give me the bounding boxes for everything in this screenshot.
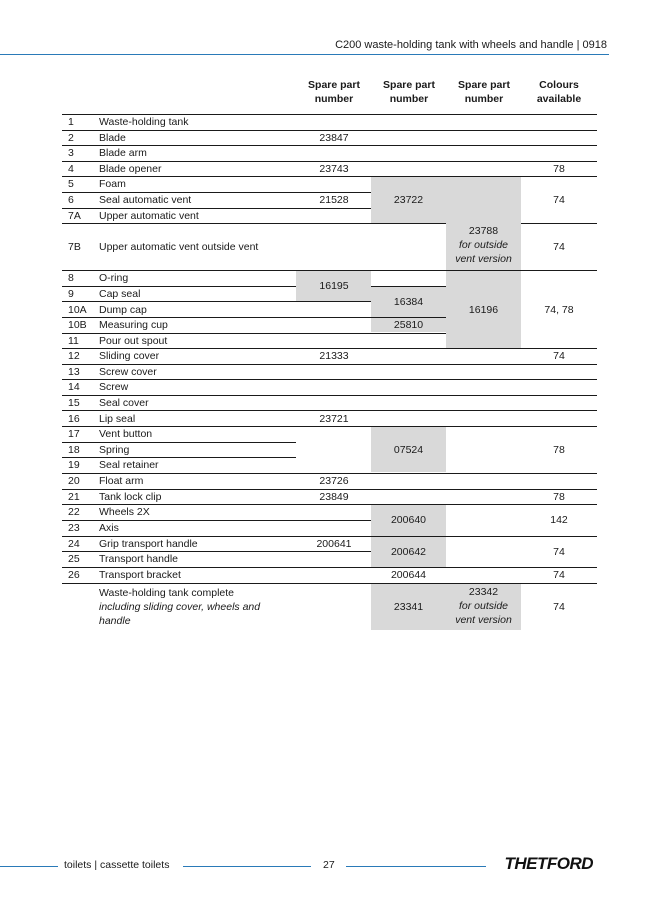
item-name: O-ring <box>99 272 129 284</box>
part-note: for outside <box>458 600 509 612</box>
colour-value: 78 <box>553 491 565 503</box>
item-no: 4 <box>68 163 74 175</box>
item-name: Measuring cup <box>99 319 168 331</box>
part-number: 23788 <box>468 225 499 237</box>
colour-value: 74 <box>553 241 565 253</box>
page-header-title: C200 waste-holding tank with wheels and handle | 0918 <box>335 39 607 51</box>
footer-section: toilets | cassette toilets <box>64 859 170 871</box>
item-no: 11 <box>68 335 79 347</box>
item-name: Wheels 2X <box>99 506 150 518</box>
col-header-spare2 <box>371 78 447 106</box>
item-name: Blade <box>99 132 126 144</box>
footer-rule-left <box>0 866 58 867</box>
part-note: vent version <box>455 614 512 626</box>
item-name: Seal cover <box>99 397 149 409</box>
part-number: 23849 <box>319 491 349 503</box>
item-name: Tank lock clip <box>99 491 162 503</box>
colour-value: 74, 78 <box>544 304 574 316</box>
page-number: 27 <box>323 859 335 871</box>
part-number: 07524 <box>393 444 424 456</box>
item-name: Seal automatic vent <box>99 194 192 206</box>
col-header-spare1-line1: Spare part <box>308 79 360 91</box>
part-number: 200644 <box>390 569 427 581</box>
item-name: Upper automatic vent <box>99 210 199 222</box>
item-name: Float arm <box>99 475 144 487</box>
colour-value: 74 <box>553 601 565 613</box>
item-no: 23 <box>68 522 80 534</box>
complete-sub1: including sliding cover, wheels and <box>99 601 261 613</box>
item-name: Screw cover <box>99 366 157 378</box>
item-no: 1 <box>68 116 74 128</box>
colour-value: 74 <box>553 546 565 558</box>
part-number: 16195 <box>319 280 349 292</box>
part-number: 23726 <box>319 475 349 487</box>
item-no: 26 <box>68 569 80 581</box>
item-no: 5 <box>68 178 74 190</box>
part-number: 16196 <box>468 304 499 316</box>
item-no: 16 <box>68 413 80 425</box>
item-no: 10B <box>68 319 87 331</box>
colour-value: 74 <box>553 194 565 206</box>
complete-sub2: handle <box>99 615 131 627</box>
item-no: 17 <box>68 428 80 440</box>
item-name: Lip seal <box>99 413 136 425</box>
colour-value: 74 <box>553 569 565 581</box>
item-no: 25 <box>68 553 80 565</box>
item-no: 14 <box>68 381 80 393</box>
colour-value: 78 <box>553 444 565 456</box>
item-no: 8 <box>68 272 74 284</box>
item-no: 9 <box>68 288 74 300</box>
col-header-colours <box>521 78 597 106</box>
part-number: 23721 <box>319 413 349 425</box>
col-header-spare3-line2: number <box>464 93 504 105</box>
item-no: 12 <box>68 350 80 362</box>
item-no: 19 <box>68 459 80 471</box>
col-header-spare2-line2: number <box>389 93 429 105</box>
part-number: 21333 <box>319 350 349 362</box>
item-name: Pour out spout <box>99 335 168 347</box>
item-name: Transport bracket <box>99 569 181 581</box>
col-header-spare1 <box>296 78 372 106</box>
part-number: 21528 <box>319 194 349 206</box>
item-name: Blade opener <box>99 163 162 175</box>
item-no: 24 <box>68 538 80 550</box>
item-no: 7A <box>68 210 81 222</box>
item-name: Blade arm <box>99 147 147 159</box>
part-number: 23341 <box>393 601 424 613</box>
item-no: 13 <box>68 366 80 378</box>
part-note: for outside <box>458 239 509 251</box>
part-number: 200640 <box>390 514 427 526</box>
col-header-spare3-line1: Spare part <box>458 79 510 91</box>
item-name: Upper automatic vent outside vent <box>99 241 259 253</box>
item-name: Screw <box>99 381 129 393</box>
colour-value: 74 <box>553 350 565 362</box>
part-number: 200642 <box>390 546 427 558</box>
item-name: Spring <box>99 444 130 456</box>
item-name: Waste-holding tank <box>99 116 189 128</box>
item-no: 2 <box>68 132 74 144</box>
part-number: 16384 <box>393 296 424 308</box>
part-number: 23722 <box>393 194 424 206</box>
header-rule <box>0 54 609 55</box>
thetford-logo: THETFORD <box>504 854 593 873</box>
col-header-spare1-line2: number <box>314 93 354 105</box>
item-name: Cap seal <box>99 288 141 300</box>
item-name: Sliding cover <box>99 350 160 362</box>
footer-rule-right <box>346 866 486 867</box>
part-note: vent version <box>455 253 512 265</box>
part-number: 23342 <box>468 586 499 598</box>
item-no: 7B <box>68 241 81 253</box>
part-number: 25810 <box>393 319 424 331</box>
item-name: Vent button <box>99 428 153 440</box>
part-number: 23743 <box>319 163 349 175</box>
item-name: Grip transport handle <box>99 538 198 550</box>
item-name: Transport handle <box>99 553 178 565</box>
item-no: 21 <box>68 491 80 503</box>
item-no: 18 <box>68 444 80 456</box>
part-number: 200641 <box>316 538 352 550</box>
item-no: 6 <box>68 194 74 206</box>
item-no: 3 <box>68 147 74 159</box>
item-no: 10A <box>68 304 87 316</box>
col-header-spare3 <box>446 78 522 106</box>
part-number: 23847 <box>319 132 349 144</box>
item-name: Foam <box>99 178 126 190</box>
footer-rule-middle <box>183 866 311 867</box>
colour-value: 78 <box>553 163 565 175</box>
item-name: Seal retainer <box>99 459 159 471</box>
item-no: 20 <box>68 475 80 487</box>
item-no: 22 <box>68 506 80 518</box>
col-header-spare2-line1: Spare part <box>383 79 435 91</box>
col-header-colours-line1: Colours <box>539 79 579 91</box>
col-header-colours-line2: available <box>536 93 582 105</box>
colour-value: 142 <box>550 514 568 526</box>
item-name: Dump cap <box>99 304 147 316</box>
complete-name: Waste-holding tank complete <box>99 587 235 599</box>
item-name: Axis <box>99 522 119 534</box>
item-no: 15 <box>68 397 80 409</box>
